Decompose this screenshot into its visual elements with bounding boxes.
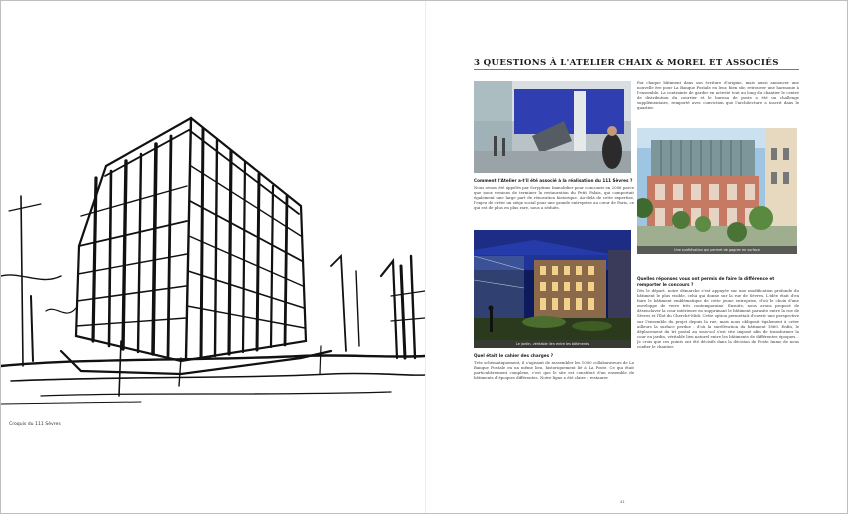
facade-photo-caption: Une surélévation qui permet de gagner en surface [637, 246, 797, 254]
garden-night-photo [474, 230, 631, 348]
sketch-caption: Croquis du 111 Sèvres [9, 422, 61, 427]
garden-photo-caption: Le jardin, véritable lien entre les bâtiments [474, 340, 631, 348]
answer-1: Nous avons été appelés par Scryptimo Immobilier pour concourir en 2006 parce que nous venions de terminer la restauration du Petit Palais, qui comportait également une large part de rénovation historique. Au-delà de cette expertise, l'enjeu de créer un siège social pour une grande entreprise au cœur de Paris, ce qui est de plus en plus rare, nous a séduits. [474, 185, 634, 211]
article-title: 3 QUESTIONS À L'ATELIER CHAIX & MOREL ET ASSOCIÉS [474, 58, 779, 68]
building-sketch-icon [1, 96, 425, 426]
page-gutter [425, 1, 426, 513]
facade-photo [637, 128, 797, 254]
answer-3: Dès le départ, notre démarche s'est appuyée sur une modification profonde du bâtiment le plus visible, celui qui donne sur la rue de Sèvres. L'idée était d'en faire le bâtiment emblématique de cette jeune entreprise, d'où le choix d'une enveloppe de verre très contemporaine. Ensuite, nous avons proposé de désenclaver la cour intérieure en supprimant le bâtiment parasite entre la rue de Sèvres et l'îlot du Cherché-Midi. Cette option permettait d'ouvrir une perspective sur l'ensemble du projet depuis la rue, mais nous obligeait également à créer ailleurs la surface perdue : d'où la surélévation du bâtiment 1860. Enfin, le déplacement du tri postal au sous-sol s'est vite imposé afin de transformer la cour en jardin, véritable lien naturel entre les bâtiments de différentes époques... Je crois que ces points ont été décisifs dans la décision de Poste Immo de nous confier le chantier. [637, 288, 799, 350]
right-column-intro-text: Par chaque bâtiment dans son écriture d'origine, mais aussi annoncer une nouvelle ère pour La Banque Postale en leur, bien sûr, retrouver une harmonie à l'ensemble. La contrainte de garder en activité tout au long du chantier le centre de distribution du courrier et le bureau de poste a été un challenge supplémentaire, remporté avec conviction que l'architecture a inscrit dans le quartier. [637, 80, 799, 111]
building-sketch-illustration [1, 96, 425, 426]
question-1: Comment l'Atelier a-t'il été associé à la réalisation du 111 Sèvres ? [474, 178, 633, 183]
question-2: Quel était le cahier des charges ? [474, 353, 554, 358]
question-3: Quelles réponses vous ont permis de faire la différence et remporter le concours ? [637, 276, 775, 287]
answer-2: Très schématiquement, il s'agissait de rassembler les 1000 collaborateurs de La Banque Postale en un même lieu, historiquement lié à La Poste. Ce qui était particulièrement complexe, c'est que le site est constitué d'un ensemble de bâtiments d'époques différentes. Notre ligne a été claire : restaurer [474, 360, 634, 381]
lobby-photo [474, 81, 631, 173]
page-number: 41 [620, 499, 625, 504]
title-rule [474, 69, 799, 70]
